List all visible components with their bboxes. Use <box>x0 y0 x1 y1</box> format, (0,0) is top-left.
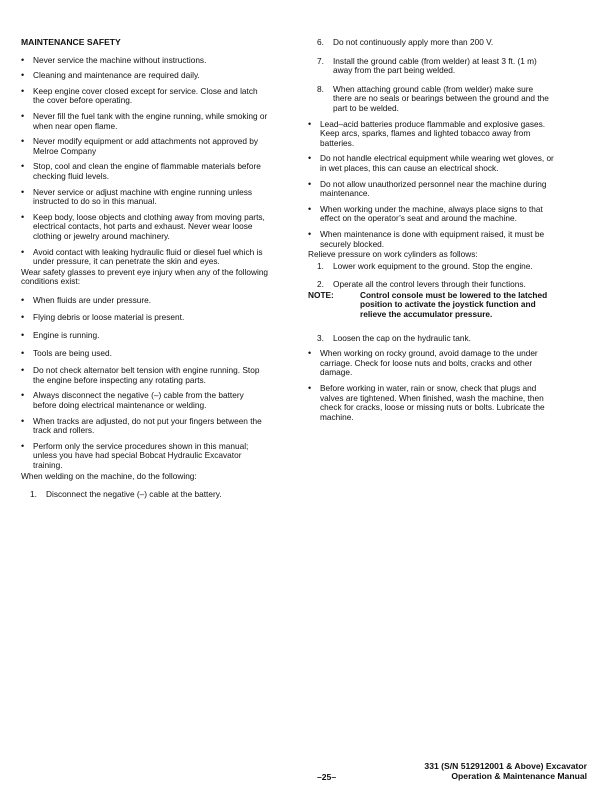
step-number: 2. <box>317 279 324 290</box>
step-text: Loosen the cap on the hydraulic tank. <box>333 332 471 343</box>
list-item: • Never fill the fuel tank with the engine running, while smoking or when near open flame. <box>21 112 269 131</box>
list-item: • Never service the machine without instructions. <box>21 56 269 66</box>
list-item: • Do not handle electrical equipment while wearing wet gloves, or in wet places, this can cause an electrical shock. <box>308 154 554 173</box>
list-item: • Never service or adjust machine with engine running unless instructed to do so in this manual. <box>21 188 269 207</box>
pressure-step <box>308 262 554 272</box>
right-column <box>308 38 554 428</box>
note-label: NOTE: <box>308 289 334 300</box>
page-number: –25– <box>317 772 337 782</box>
step-number: 6. <box>317 37 324 47</box>
welding-step <box>21 490 269 500</box>
list-item: • Perform only the service procedures shown in this manual; unless you have had special Bobcat Hydraulic Excavator training. <box>21 442 269 471</box>
pressure-intro: Relieve pressure on work cylinders as follows: <box>308 249 478 260</box>
list-item: • Keep engine cover closed except for service. Close and latch the cover before operating. <box>21 87 269 106</box>
step-text: Do not continuously apply more than 200 V. <box>333 37 494 47</box>
step-text: Disconnect the negative (–) cable at the battery. <box>46 489 222 500</box>
list-item: • Cleaning and maintenance are required daily. <box>21 71 269 81</box>
welding-intro: When welding on the machine, do the following: <box>21 470 197 481</box>
list-item: • When tracks are adjusted, do not put your fingers between the track and rollers. <box>21 417 269 436</box>
welding-step <box>308 38 554 48</box>
list-item: • Keep body, loose objects and clothing away from moving parts, electrical contacts, hot parts and exhaust. Never wear loose clothing or jewelry around machinery. <box>21 213 269 242</box>
list-item: • When working on rocky ground, avoid damage to the under carriage. Check for loose nuts and bolts, cracks and other damage. <box>308 349 554 378</box>
step-number: 1. <box>30 489 37 500</box>
welding-step <box>308 57 554 76</box>
step-text: When attaching ground cable (from welder) make sure there are no seals or bearings between the ground and the part to be welded. <box>333 83 549 113</box>
list-item: • When fluids are under pressure. <box>21 296 269 306</box>
list-item: • Always disconnect the negative (–) cable from the battery before doing electrical maintenance or welding. <box>21 391 269 410</box>
step-text: Operate all the control levers through their functions. <box>333 279 526 290</box>
list-item: • Engine is running. <box>21 331 269 341</box>
manual-title <box>424 761 587 781</box>
welding-step <box>308 85 554 114</box>
list-item: • Do not allow unauthorized personnel near the machine during maintenance. <box>308 180 554 199</box>
list-item: • Before working in water, rain or snow, check that plugs and valves are tightened. When finished, wash the machine, then check for cracks, loose or missing nuts or bolts. Lubricate the machine. <box>308 384 554 422</box>
pressure-step <box>308 334 554 344</box>
list-item: • Do not check alternator belt tension with engine running. Stop the engine before inspecting any rotating parts. <box>21 366 269 385</box>
list-item: • Never modify equipment or add attachments not approved by Melroe Company <box>21 137 269 156</box>
section-heading: MAINTENANCE SAFETY <box>21 37 121 47</box>
step-text: Install the ground cable (from welder) at least 3 ft. (1 m) away from the part being welded. <box>333 55 537 76</box>
step-number: 8. <box>317 83 324 94</box>
list-item: • Tools are being used. <box>21 349 269 359</box>
note-text: Control console must be lowered to the latched position to activate the joystick function and relieve the accumulator pressure. <box>360 289 548 320</box>
list-item: • When working under the machine, always place signs to that effect on the operator’s seat and around the machine. <box>308 205 554 224</box>
step-number: 1. <box>317 260 324 271</box>
step-number: 3. <box>317 332 324 343</box>
list-item: • Avoid contact with leaking hydraulic fluid or diesel fuel which is under pressure, it can penetrate the skin and eyes. <box>21 248 269 267</box>
list-item: • Stop, cool and clean the engine of flammable materials before checking fluid levels. <box>21 162 269 181</box>
list-item: • When maintenance is done with equipment raised, it must be securely blocked. <box>308 230 554 249</box>
safety-glasses-intro: Wear safety glasses to prevent eye injury when any of the following conditions exist: <box>21 266 269 287</box>
step-number: 7. <box>317 55 324 66</box>
manual-title-line: 331 (S/N 512912001 & Above) Excavator <box>424 761 587 771</box>
list-item: • Flying debris or loose material is present. <box>21 313 269 323</box>
note-block <box>308 291 554 320</box>
step-text: Lower work equipment to the ground. Stop the engine. <box>333 260 533 271</box>
list-item: • Lead–acid batteries produce flammable and explosive gases. Keep arcs, sparks, flames and lighted tobacco away from batteries. <box>308 120 554 149</box>
manual-title-line: Operation & Maintenance Manual <box>451 771 587 781</box>
left-column <box>21 38 269 509</box>
pressure-step <box>308 280 554 290</box>
